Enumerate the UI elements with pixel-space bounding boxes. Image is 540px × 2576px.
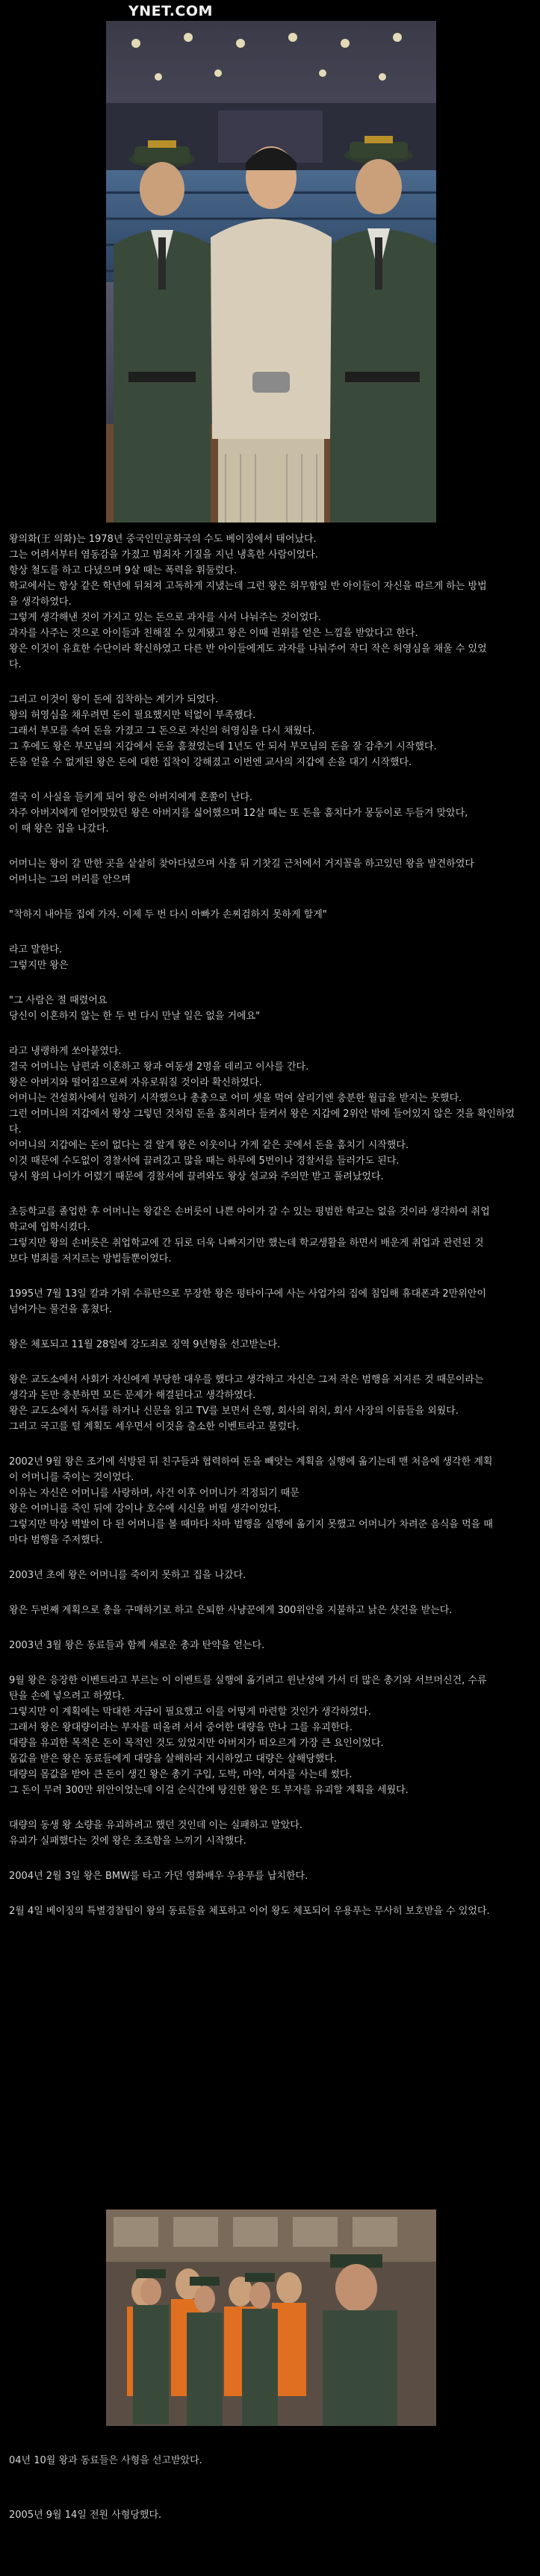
text-line: 돈을 얻을 수 없게된 왕은 돈에 대한 집착이 강해졌고 이번엔 교사의 지갑에 손을 대기 시작했다. <box>9 757 412 768</box>
text-line: 생각과 돈만 충분하면 모든 문제가 해결된다고 생각하였다. <box>9 1390 256 1401</box>
text-line: 2003년 초에 왕은 어머니를 죽이지 못하고 집을 나갔다. <box>9 1570 246 1581</box>
text-line: 탄을 손에 넣으려고 하였다. <box>9 1691 125 1702</box>
text-line: 다. <box>9 1124 22 1135</box>
article-body-bottom <box>9 2433 532 2523</box>
text-line: 몸값을 받은 왕은 동료들에게 대량을 살해하라 지시하였고 대량은 살해당했다. <box>9 1753 338 1765</box>
text-line: 왕의 허영심을 채우려면 돈이 필요했지만 턱없이 부족했다. <box>9 710 256 721</box>
article-body-top <box>9 531 532 1919</box>
text-line: 1995년 7월 13일 칼과 가위 수류탄으로 무장한 왕은 펑타이구에 사는 사업가의 집에 침입해 휴대폰과 2만위안이 <box>9 1288 486 1300</box>
text-line: 왕은 이것이 유효한 수단이라 확신하였고 다른 반 아이들에게도 과자를 나눠주어 작디 작은 허영심을 채울 수 있었 <box>9 643 487 655</box>
text-line: 왕은 아버지와 떨어짐으로써 자유로워질 것이라 확신하였다. <box>9 1077 262 1088</box>
text-line: 이 때 왕은 집을 나갔다. <box>9 823 109 835</box>
text-line: 그 후에도 왕은 부모님의 지갑에서 돈을 훔쳤었는데 1년도 안 되서 부모님의 돈을 잘 감추기 시작했다. <box>9 741 437 752</box>
text-line: 그래서 왕은 왕대량이라는 부자를 떠올려 서서 중어한 대량을 만나 그를 유괴한다. <box>9 1722 353 1733</box>
text-line: 항상 철도를 하고 다녔으며 9살 때는 폭력을 휘둘렀다. <box>9 565 238 576</box>
text-line: 을 생각하였다. <box>9 596 72 608</box>
text-line: 그렇지만 왕은 <box>9 960 69 971</box>
text-line: 라고 냉랭하게 쏘아붙였다. <box>9 1046 122 1057</box>
text-line: 왕은 두번째 계획으로 총을 구매하기로 하고 은퇴한 사냥꾼에게 300위안을 지불하고 낡은 샷건을 받는다. <box>9 1605 453 1616</box>
text-line: 2002년 9월 왕은 조기에 석방된 뒤 친구들과 협력하여 돈을 빼앗는 계획을 실행에 옮기는데 맨 처음에 생각한 계획 <box>9 1456 493 1468</box>
text-line: 학교에서는 항상 같은 학년에 뒤쳐져 고독하게 지냈는데 그런 왕은 허무함일 반 아이들이 자신을 따르게 하는 방법 <box>9 581 487 592</box>
text-line: 그래서 부모를 속여 돈을 가졌고 그 돈으로 자신의 허영심을 다시 채웠다. <box>9 726 315 737</box>
text-line: 과자를 사주는 것으로 아이들과 친해질 수 있게됐고 왕은 이때 권위를 얻은 느낌을 받았다고 한다. <box>9 628 418 639</box>
text-line: 이것 때문에 수도없이 경찰서에 끌려갔고 많을 때는 하루에 5번이나 경찰서를 들러가도 된다. <box>9 1156 400 1167</box>
text-line: 그렇지만 막상 벽발이 다 된 어머니를 볼 때마다 차마 범행을 실행에 옮기지 못했고 어머니가 차려준 음식을 먹을 때 <box>9 1519 493 1530</box>
text-line: 어머니의 지갑에는 돈이 없다는 걸 알게 왕은 이웃이나 가게 같은 곳에서 돈을 훔치기 시작했다. <box>9 1140 409 1151</box>
text-line: 그 돈이 무려 300만 위안이었는데 이걸 순식간에 탕진한 왕은 또 부자를 유괴할 계획을 세웠다. <box>9 1785 409 1796</box>
text-line: 다. <box>9 659 22 670</box>
text-line: 2004년 2월 3일 왕은 BMW를 타고 가던 영화배우 우용푸를 납치한다. <box>9 1871 308 1882</box>
text-line: 그리고 이것이 왕이 돈에 집착하는 계기가 되었다. <box>9 694 219 705</box>
watermark: YNET.COM <box>128 3 213 19</box>
text-line: 그리고 국고를 털 계획도 세우면서 이것을 출소한 이벤트라고 불렀다. <box>9 1421 300 1432</box>
text-line: 라고 말한다. <box>9 944 63 955</box>
text-line: 대량을 유괴한 목적은 돈이 목적인 것도 있었지만 아버지가 떠오르게 가장 큰 요인이었다. <box>9 1738 384 1749</box>
text-line: 초등학교를 졸업한 후 어머니는 왕같은 손버릇이 나쁜 아이가 갈 수 있는 평범한 학교는 없을 것이라 생각하여 취업 <box>9 1206 490 1217</box>
text-line: 어머니는 왕이 갈 만한 곳을 샅샅히 찾아다녔으며 사흘 뒤 기찻길 근처에서 거지꼴을 하고있던 왕을 발견하였다 <box>9 858 474 870</box>
text-line: 대량의 몸값을 받아 큰 돈이 생긴 왕은 총기 구입, 도박, 마약, 여자를 사는데 썼다. <box>9 1769 353 1780</box>
text-line: 결국 어머니는 남편과 이혼하고 왕과 여동생 2명을 데리고 이사를 간다. <box>9 1061 309 1073</box>
text-line: 2월 4일 베이징의 특별경찰팀이 왕의 동료들을 체포하고 이어 왕도 체포되어 우용푸는 무사히 보호받을 수 있었다. <box>9 1906 490 1917</box>
text-line: 당시 왕의 나이가 어렸기 때문에 경찰서에 끌려와도 왕상 설교와 주의만 받고 풀려났었다. <box>9 1171 384 1182</box>
text-line: 그런 어머니의 지갑에서 왕상 그렇던 것처럼 돈을 훔치려다 들켜서 왕은 지갑에 2위안 밖에 들어있지 않은 것을 확인하였 <box>9 1108 515 1120</box>
text-line: 이 어머니를 죽이는 것이었다. <box>9 1472 134 1483</box>
text-line: 마다 범행을 주저했다. <box>9 1535 103 1546</box>
sentencing-photo <box>106 2209 436 2426</box>
text-line: 9월 왕은 응장한 이벤트라고 부르는 이 이벤트를 실행에 옮기려고 윈난성에 가서 더 많은 총기와 서브머신건, 수류 <box>9 1675 487 1686</box>
text-line: 학교에 입학시켰다. <box>9 1222 90 1233</box>
text-line: 2003년 3월 왕은 동료들과 함께 새로운 총과 탄약을 얻는다. <box>9 1640 265 1651</box>
text-line: 어머니는 건설회사에서 일하기 시작했으나 총총으로 어미 셋을 먹여 살리기엔 충분한 월급을 받지는 못했다. <box>9 1093 462 1104</box>
text-line: 04년 10월 왕과 동료들은 사형을 선고받았다. <box>9 2455 202 2466</box>
text-line: 넘어가는 물건을 훔쳤다. <box>9 1304 112 1315</box>
text-line: 결국 이 사실을 들키게 되어 왕은 아버지에게 혼쭐이 난다. <box>9 792 253 803</box>
text-line: 그렇지만 이 계획에는 막대한 자금이 필요했고 이를 어떻게 마련할 것인가 생각하였다. <box>9 1706 371 1718</box>
text-line: 유괴가 실패했다는 것에 왕은 초조함을 느끼기 시작했다. <box>9 1836 246 1847</box>
text-line: 2005년 9월 14일 전원 사형당했다. <box>9 2510 162 2521</box>
quote-line: 당신이 이혼하지 않는 한 두 번 다시 만날 일은 없을 거에요" <box>9 1011 261 1022</box>
text-line: 그렇게 생각해낸 것이 가지고 있는 돈으로 과자를 사서 나눠주는 것이었다. <box>9 612 322 623</box>
text-line: 왕의화(王 의화)는 1978년 중국인민공화국의 수도 베이징에서 태어났다. <box>9 534 317 545</box>
text-line: 그는 어려서부터 염동감을 가졌고 범죄자 기질을 지닌 냉혹한 사람이었다. <box>9 549 318 561</box>
quote-line: "착하지 내아들 집에 가자. 이제 두 번 다시 아빠가 손찌검하지 못하게 할게" <box>9 909 327 920</box>
quote-line: "그 사람은 절 때렸어요 <box>9 995 108 1006</box>
text-line: 대량의 동생 왕 소량을 유괴하려고 했던 것인데 이는 실패하고 말았다. <box>9 1820 302 1831</box>
text-line: 왕은 교도소에서 독서를 하거나 신문을 읽고 TV를 보면서 은행, 회사의 위치, 회사 사장의 이름들을 외웠다. <box>9 1406 459 1417</box>
text-line: 보다 범죄를 저지르는 방법들뿐이었다. <box>9 1253 172 1264</box>
text-line: 왕은 교도소에서 사회가 자신에게 부당한 대우를 했다고 생각하고 자신은 그저 작은 범행을 저지른 것 때문이라는 <box>9 1374 484 1385</box>
text-line: 자주 아버지에게 얻어맞았던 왕은 아버지를 싫어했으며 12살 때는 또 돈을 훔치다가 몽둥이로 두들겨 맞았다, <box>9 808 468 819</box>
text-line: 이유는 자신은 어머니를 사랑하며, 사건 이후 어머니가 걱정되기 때문 <box>9 1488 300 1499</box>
courtroom-photo <box>106 21 436 523</box>
text-line: 왕은 체포되고 11월 28일에 강도죄로 징역 9년형을 선고받는다. <box>9 1339 281 1350</box>
text-line: 어머니는 그의 머리를 안으며 <box>9 874 131 885</box>
text-line: 그렇지만 왕의 손버릇은 취업학교에 간 뒤로 더욱 나빠지기만 했는데 학교생활을 하면서 배운게 취업과 관련된 것 <box>9 1238 484 1249</box>
text-line: 왕은 어머니를 죽인 뒤에 강이나 호수에 시신을 버릴 생각이었다. <box>9 1503 281 1515</box>
